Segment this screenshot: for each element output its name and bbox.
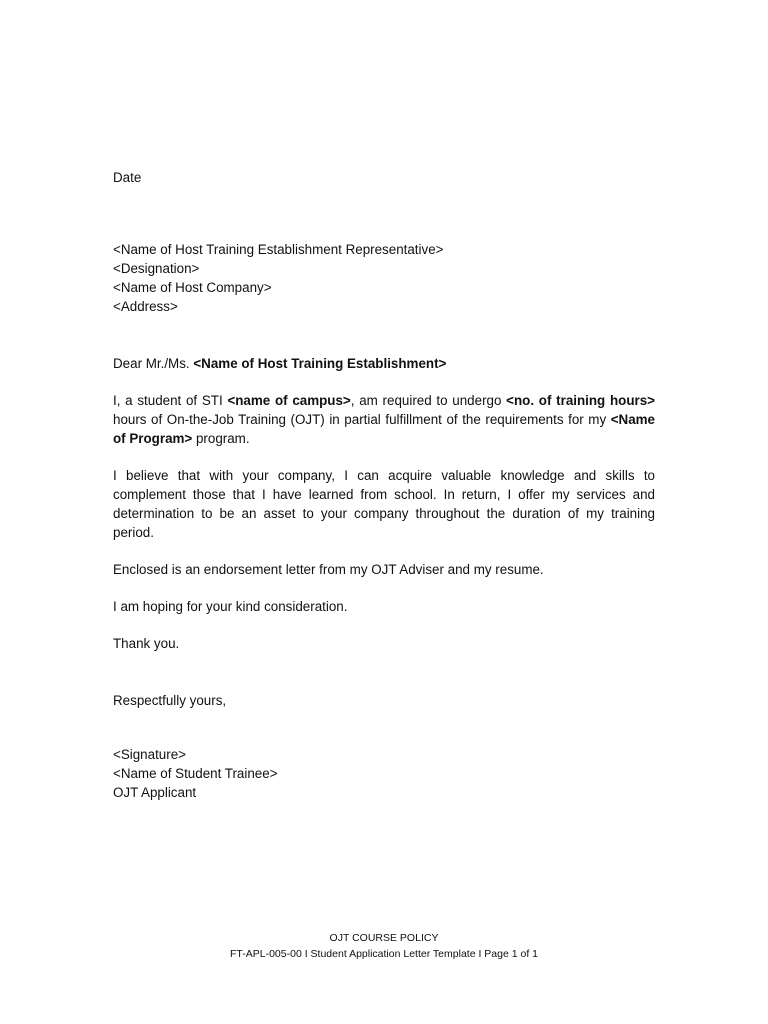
intro-text-1: I, a student of STI xyxy=(113,393,228,408)
paragraph-enclosure: Enclosed is an endorsement letter from my OJT Adviser and my resume. xyxy=(113,562,544,577)
recipient-representative: <Name of Host Training Establishment Representative> xyxy=(113,242,444,257)
letter-body xyxy=(113,168,655,802)
thanks-line: Thank you. xyxy=(113,636,180,651)
applicant-title: OJT Applicant xyxy=(113,785,197,800)
recipient-block xyxy=(113,240,655,316)
footer-document-code: FT-APL-005-00 I Student Application Letter Template I Page 1 of 1 xyxy=(230,948,538,960)
intro-text-2: , am required to undergo xyxy=(350,393,507,408)
page-footer xyxy=(0,930,768,962)
salutation-name: <Name of Host Training Establishment> xyxy=(193,356,447,371)
recipient-company: <Name of Host Company> xyxy=(113,280,272,295)
recipient-designation: <Designation> xyxy=(113,261,200,276)
closing-line: Respectfully yours, xyxy=(113,693,227,708)
footer-policy: OJT COURSE POLICY xyxy=(329,932,439,944)
paragraph-intro xyxy=(113,391,655,448)
program-placeholder: <Name of Program> xyxy=(113,412,655,446)
intro-text-4: program. xyxy=(192,431,250,446)
signature-block xyxy=(113,745,655,802)
paragraph-motivation: I believe that with your company, I can acquire valuable knowledge and skills to complement those that I have learned from school. In return, I offer my services and determination to be an asset to your company throughout the duration of my training period. xyxy=(113,468,655,540)
campus-placeholder: <name of campus> xyxy=(227,393,351,408)
signature-placeholder: <Signature> xyxy=(113,747,186,762)
recipient-address: <Address> xyxy=(113,299,178,314)
intro-text-3: hours of On-the-Job Training (OJT) in partial fulfillment of the requirements for my xyxy=(113,412,611,427)
salutation xyxy=(113,354,655,373)
paragraph-consideration: I am hoping for your kind consideration. xyxy=(113,599,348,614)
training-hours-placeholder: <no. of training hours> xyxy=(506,393,655,408)
salutation-prefix: Dear Mr./Ms. xyxy=(113,356,194,371)
student-name-placeholder: <Name of Student Trainee> xyxy=(113,766,278,781)
letter-date: Date xyxy=(113,170,142,185)
